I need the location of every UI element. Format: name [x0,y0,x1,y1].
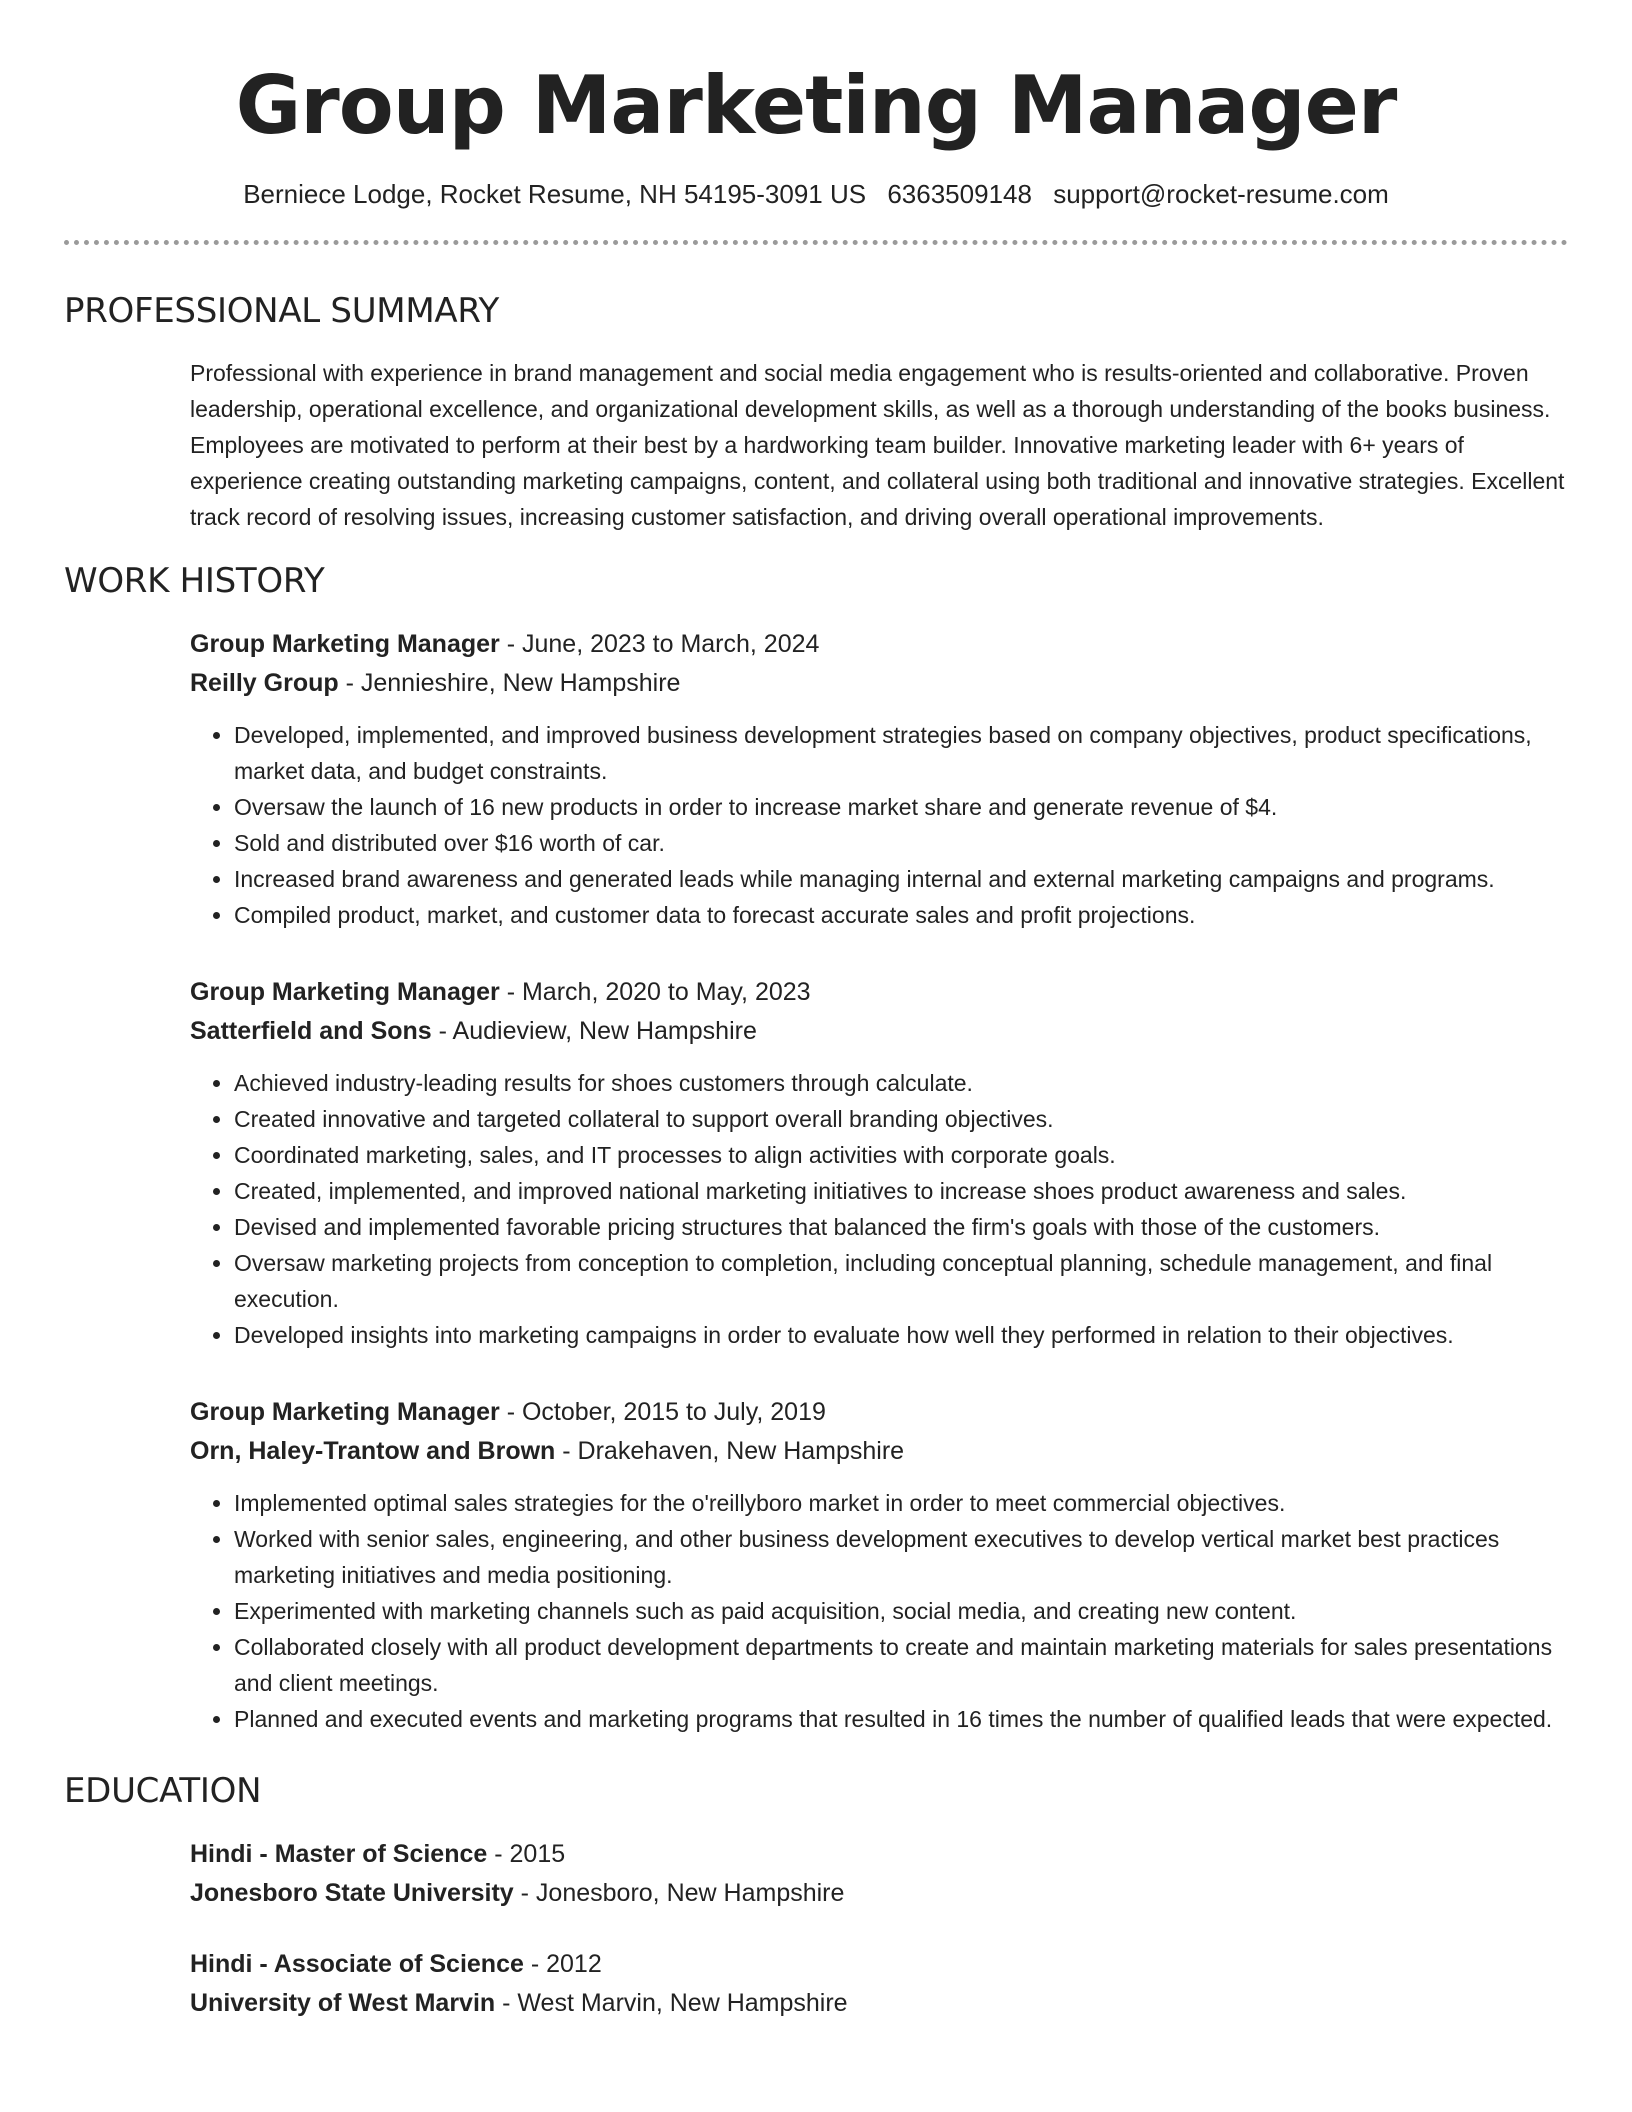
resume-name-title: Group Marketing Manager [235,59,1397,152]
job-bullet: • Oversaw the launch of 16 new products in order to increase market share and generate revenue of $4. [234,789,1568,825]
job-company-line [190,1432,1568,1471]
job-bullet: • Achieved industry-leading results for shoes customers through calculate. [234,1065,1568,1101]
job-bullet: • Developed insights into marketing campaigns in order to evaluate how well they performed in relation to their objectives. [234,1317,1568,1353]
job-bullet: • Created innovative and targeted collateral to support overall branding objectives. [234,1101,1568,1137]
job-bullet: • Experimented with marketing channels such as paid acquisition, social media, and creating new content. [234,1593,1568,1629]
job-entry [190,1393,1568,1737]
resume-page [64,0,1568,2023]
job-bullet: • Increased brand awareness and generated leads while managing internal and external marketing campaigns and programs. [234,861,1568,897]
job-bullets [190,717,1568,933]
job-bullet: • Worked with senior sales, engineering, and other business development executives to develop vertical market best practices marketing initiatives and media positioning. [234,1521,1568,1593]
school-line [190,1874,1568,1913]
school-name: Jonesboro State University [190,1879,514,1907]
job-title-line [190,973,1568,1012]
contact-email: support@rocket-resume.com [1053,179,1389,209]
job-company-line [190,1012,1568,1051]
contact-phone: 6363509148 [887,179,1032,209]
job-bullet: • Implemented optimal sales strategies for the o'reillyboro market in order to meet commercial objectives. [234,1485,1568,1521]
education-heading: EDUCATION [64,1771,262,1811]
header-divider [64,240,1568,245]
job-company: Satterfield and Sons [190,1017,432,1045]
job-title-line [190,625,1568,664]
work-history-list [190,625,1568,1737]
job-bullet: • Developed, implemented, and improved business development strategies based on company objectives, product specifications, market data, and budget constraints. [234,717,1568,789]
job-location: - Jennieshire, New Hampshire [338,669,681,697]
job-bullets [190,1065,1568,1353]
degree-year: - 2012 [523,1950,602,1978]
contact-address: Berniece Lodge, Rocket Resume, NH 54195-3091 US [243,179,867,209]
job-role: Group Marketing Manager [190,978,500,1006]
job-company-line [190,664,1568,703]
summary-text: Professional with experience in brand management and social media engagement who is results-oriented and collaborative. Proven leadership, operational excellence, and organizational development skills, as well as a thorough understanding of the books business. Employees are motivated to perform at their best by a hardworking team builder. Innovative marketing leader with 6+ years of experience creating outstanding marketing campaigns, content, and collateral using both traditional and innovative strategies. Excellent track record of resolving issues, increasing customer satisfaction, and driving overall operational improvements. [190,360,1565,530]
job-entry [190,625,1568,933]
job-entry [190,973,1568,1353]
school-line [190,1984,1568,2023]
degree-line [190,1835,1568,1874]
job-bullet: • Collaborated closely with all product development departments to create and maintain marketing materials for sales presentations and client meetings. [234,1629,1568,1701]
job-bullet: • Devised and implemented favorable pricing structures that balanced the firm's goals with those of the customers. [234,1209,1568,1245]
education-list [190,1835,1568,2023]
summary-heading: PROFESSIONAL SUMMARY [64,291,499,331]
job-bullet: • Created, implemented, and improved national marketing initiatives to increase shoes product awareness and sales. [234,1173,1568,1209]
school-location: - West Marvin, New Hampshire [495,1989,848,2017]
job-company: Orn, Haley-Trantow and Brown [190,1437,556,1465]
education-entry [190,1835,1568,1913]
degree-line [190,1945,1568,1984]
work-history-heading: WORK HISTORY [64,561,325,601]
contact-line [64,178,1568,210]
job-dates: - March, 2020 to May, 2023 [499,978,811,1006]
school-location: - Jonesboro, New Hampshire [513,1879,845,1907]
education-entry [190,1945,1568,2023]
school-name: University of West Marvin [190,1989,496,2017]
job-title-line [190,1393,1568,1432]
job-company: Reilly Group [190,669,339,697]
job-bullet: • Compiled product, market, and customer data to forecast accurate sales and profit projections. [234,897,1568,933]
job-location: - Audieview, New Hampshire [431,1017,757,1045]
job-dates: - October, 2015 to July, 2019 [499,1398,826,1426]
job-role: Group Marketing Manager [190,630,500,658]
job-bullet: • Planned and executed events and marketing programs that resulted in 16 times the number of qualified leads that were expected. [234,1701,1568,1737]
degree-name: Hindi - Associate of Science [190,1950,524,1978]
job-bullets [190,1485,1568,1737]
job-bullet: • Oversaw marketing projects from conception to completion, including conceptual planning, schedule management, and final execution. [234,1245,1568,1317]
job-bullet: • Sold and distributed over $16 worth of car. [234,825,1568,861]
degree-name: Hindi - Master of Science [190,1840,488,1868]
job-dates: - June, 2023 to March, 2024 [499,630,820,658]
degree-year: - 2015 [487,1840,566,1868]
job-role: Group Marketing Manager [190,1398,500,1426]
job-bullet: • Coordinated marketing, sales, and IT processes to align activities with corporate goals. [234,1137,1568,1173]
job-location: - Drakehaven, New Hampshire [555,1437,905,1465]
